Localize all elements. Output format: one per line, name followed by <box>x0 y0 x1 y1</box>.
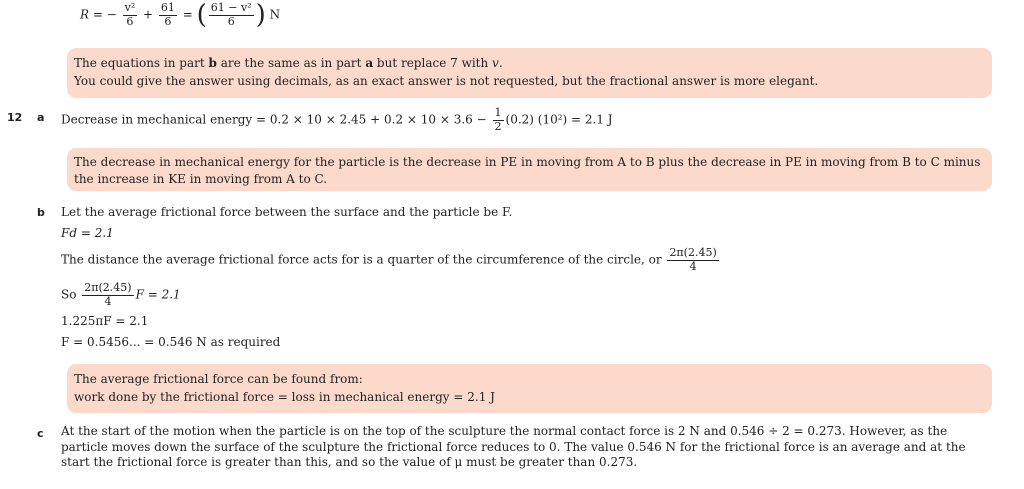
eq-frac-v2-num: v² <box>124 1 136 14</box>
part-c-text: At the start of the motion when the particle is on the top of the sculpture the normal contact force is 2 N and 0.546 ÷ 2 = 0.273. However, as the particle moves down the surface of the sculpture the frictional force reduces to 0. The value 0.546 N for the frictional force is an average and at the start the frictional force is greater than this, and so the value of μ must be greater than 0.273. <box>61 424 966 470</box>
part-b-line5: 1.225πF = 2.1 <box>61 314 149 328</box>
eq-frac-61 <box>159 2 177 28</box>
eq-frac-61-num: 61 <box>160 1 175 14</box>
so-frac: $\frac{2\pi(2.45)}{4}$ <box>84 281 132 308</box>
part-b-label: b <box>37 206 45 219</box>
part-b-line3: The distance the average frictional force acts for is a quarter of the circumference of the circle, or $\frac{2\pi(2.45)}{4}$ <box>61 246 717 273</box>
note-top-line1: The equations in part b are the same as in part a but replace 7 with v. <box>74 56 503 70</box>
part-b-line6: F = 0.5456... = 0.546 N as required <box>61 335 281 349</box>
note-b-line1: The average frictional force can be found from: <box>74 372 363 386</box>
eq-frac-combined-num: 61 − v² <box>210 1 252 14</box>
eq-frac-61-den: 6 <box>164 14 172 28</box>
eq-frac-v2 <box>123 2 138 28</box>
note-box-a <box>67 148 992 191</box>
top-equation: R = − $\frac{\text{v²}}{6}$ + $\frac{61}{6}$ = ( $\frac{\text{61 − v²}}{6}$ ) N <box>80 0 281 31</box>
part-b-line2: Fd = 2.1 <box>61 226 114 240</box>
note-box-b <box>67 364 992 413</box>
note-a-text: The decrease in mechanical energy for the particle is the decrease in PE in moving from A to B plus the decrease in PE in moving from B to C minus the increase in KE in moving from A to C. <box>74 155 981 187</box>
part-a-answer: Decrease in mechanical energy = 0.2 × 10 × 2.45 + 0.2 × 10 × 3.6 − $\frac{1}{2}$ (0.2) (10²) = 2.1 J <box>61 106 613 133</box>
question-number: 12 <box>7 111 23 124</box>
note-box-top <box>67 48 992 98</box>
note-b-line2: work done by the frictional force = loss in mechanical energy = 2.1 J <box>74 390 495 404</box>
part-c-label: c <box>37 427 44 440</box>
part-a-label: a <box>37 111 45 124</box>
eq-frac-combined-den: 6 <box>227 14 235 28</box>
part-b-line1: Let the average frictional force between the surface and the particle be F. <box>61 205 513 219</box>
half-fraction: $\frac{1}{2}$ <box>494 106 502 133</box>
quarter-circumference-frac: $\frac{2\pi(2.45)}{4}$ <box>669 246 717 273</box>
part-b-line4: So $\frac{2\pi(2.45)}{4}$ F = 2.1 <box>61 281 181 308</box>
note-top-line2: You could give the answer using decimals, as an exact answer is not requested, but the fractional answer is more elegant. <box>74 74 819 88</box>
eq-frac-combined <box>209 2 254 28</box>
eq-lhs: R <box>80 7 90 22</box>
eq-unit: N <box>269 7 281 22</box>
eq-frac-v2-den: 6 <box>126 14 134 28</box>
